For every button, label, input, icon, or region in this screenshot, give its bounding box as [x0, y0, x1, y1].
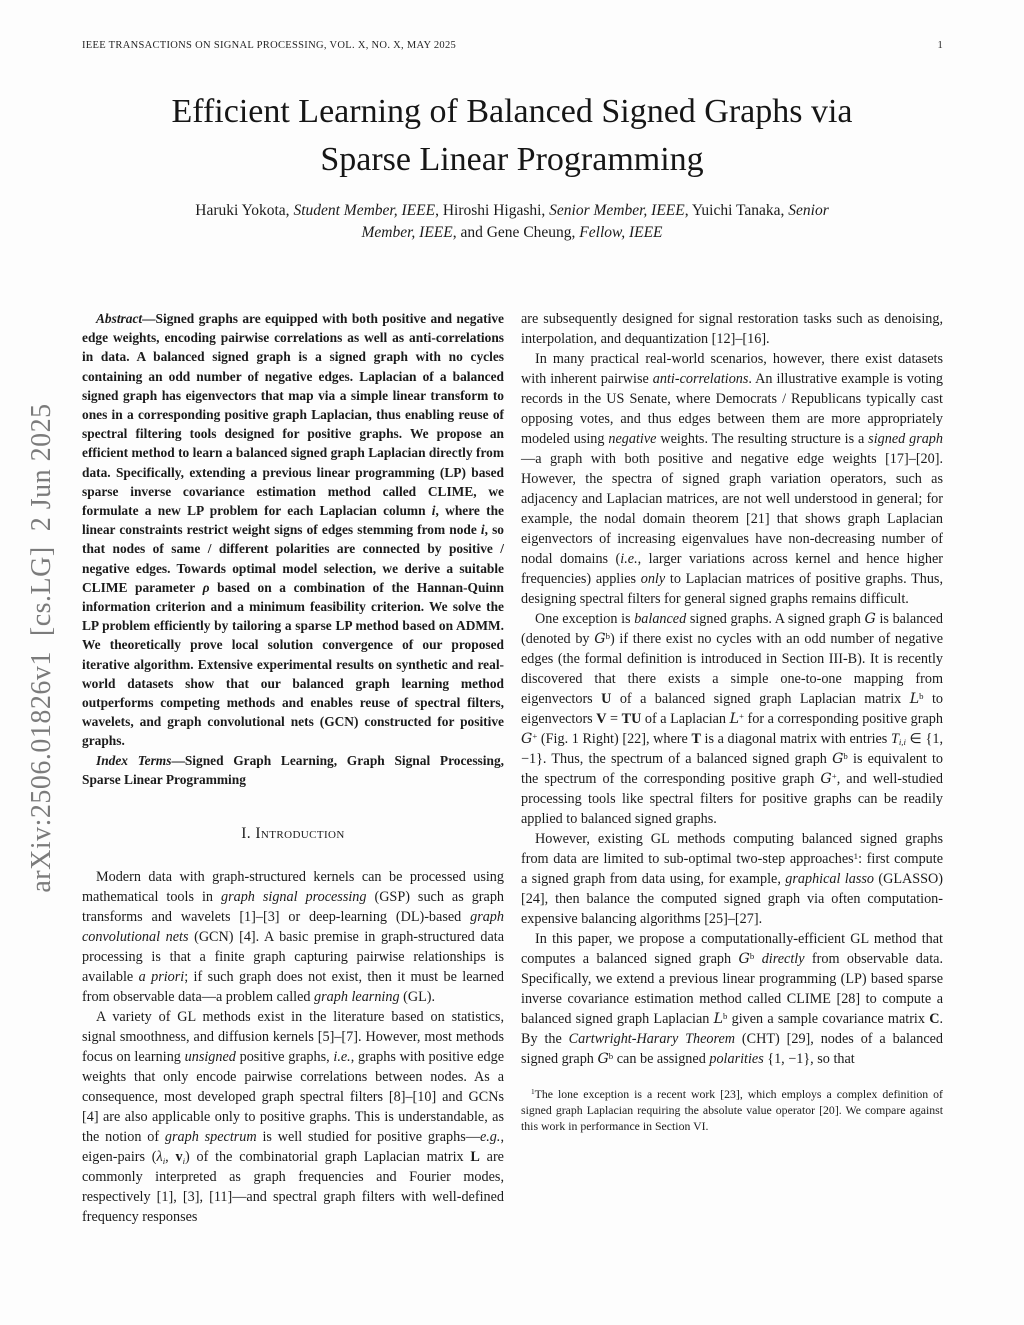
abstract: Abstract—Signed graphs are equipped with both positive and negative edge weights, encoding pairwise correlations as well as anti-correlations in data. A balanced signed graph is a signed graph with no cycles containing an odd number of negative edges. Laplacian of a balanced signed graph has eigenvectors that map via a simple linear transform to ones in a corresponding positive graph Laplacian, thus enabling reuse of spectral filtering tools designed for positive graphs. We propose an efficient method to learn a balanced signed graph Laplacian directly from data. Specifically, extending a previous linear programming (LP) based sparse inverse covariance estimation method called CLIME, we formulate a new LP problem for each Laplacian column i, where the linear constraints restrict weight signs of edges stemming from node i, so that nodes of same / different polarities are connected by positive / negative edges. Towards optimal model selection, we derive a suitable CLIME parameter ρ based on a combination of the Hannan-Quinn information criterion and a minimum feasibility criterion. We solve the LP problem efficiently by tailoring a sparse LP method based on ADMM. We theoretically prove local solution convergence of our proposed iterative algorithm. Extensive experimental results on synthetic and real-world datasets show that our balanced graph learning method outperforms competing methods and enables reuse of spectral filters, wavelets, and graph convolutional nets (GCN) constructed for positive graphs. — [82, 311, 505, 749]
introduction-section — [82, 824, 504, 1227]
intro-paragraph-1: Modern data with graph-structured kernels can be processed using mathematical tools in graph signal processing (GSP) such as graph transforms and wavelets [1]–[3] or deep-learning (DL)-based graph convolutional nets (GCN) [4]. A basic premise in graph-structured data processing is that a finite graph capturing pairwise relationships is available a priori; if such graph does not exist, then it must be learned from observable data—a problem called graph learning (GL). — [82, 869, 505, 1006]
arxiv-watermark: arXiv:2506.01826v1 [cs.LG] 2 Jun 2025 — [26, 403, 57, 893]
author-line-1: Haruki Yokota, Student Member, IEEE, Hiroshi Higashi, Senior Member, IEEE, Yuichi Tanaka, Senior — [195, 202, 829, 219]
paper-title-line-1: Efficient Learning of Balanced Signed Graphs via — [171, 93, 853, 130]
left-column — [82, 309, 504, 1227]
intro-paragraph-4: One exception is balanced signed graphs. A signed graph G is balanced (denoted by $G^b$) if there exist no cycles with an odd number of negative edges (the formal definition is introduced in Section III-B). It is recently discovered that there exists a simple one-to-one mapping from eigenvectors U of a balanced signed graph Laplacian matrix $L^b$ to eigenvectors V = TU of a Laplacian L+ for a corresponding positive graph G+ (Fig. 1 Right) [22], where T is a diagonal matrix with entries $T_{i,i}$ ∈ {1, −1}. Thus, the spectrum of a balanced signed graph $G^b$ is equivalent to the spectrum of the corresponding positive graph G+, and well-studied processing tools like spectral filters for positive graphs can be readily applied to balanced signed graphs. — [521, 611, 944, 827]
paper-title — [0, 88, 1024, 184]
introduction-continued — [521, 309, 943, 1069]
intro-paragraph-2-continued: are subsequently designed for signal restoration tasks such as denoising, interpolation, and dequantization [12]–[16]. — [521, 311, 943, 347]
footnote-1 — [521, 1086, 943, 1135]
author-line-2: Member, IEEE, and Gene Cheung, Fellow, IEEE — [361, 223, 663, 241]
journal-line: IEEE TRANSACTIONS ON SIGNAL PROCESSING, VOL. X, NO. X, MAY 2025 — [82, 40, 457, 51]
author-list — [0, 200, 1024, 243]
index-terms: Index Terms—Signed Graph Learning, Graph Signal Processing, Sparse Linear Programming — [82, 752, 504, 787]
intro-paragraph-3: In many practical real-world scenarios, however, there exist datasets with inherent pairwise anti-correlations. An illustrative example is voting records in the US Senate, where Democrats / Republicans typically cast opposing votes, and thus edges between them are more appropriately modeled using negative weights. The resulting structure is a signed graph—a graph with both positive and negative edge weights [17]–[20]. However, the spectra of signed graph variation operators, such as adjacency and Laplacian matrices, are not well understood in general; for example, the nodal domain theorem [21] that shows graph Laplacian eigenvectors of increasing eigenvalues have non-decreasing number of nodal domains (i.e., larger variations across kernel and hence higher frequencies) applies only to Laplacian matrices of positive graphs. Thus, designing spectral filters for general signed graphs remains difficult. — [521, 351, 943, 607]
two-column-body — [82, 309, 943, 1227]
running-header — [82, 40, 943, 51]
page-number: 1 — [937, 40, 943, 51]
intro-paragraph-2: A variety of GL methods exist in the literature based on statistics, signal smoothness, and diffusion kernels [5]–[7]. However, most methods focus on learning unsigned positive graphs, i.e., graphs with positive edge weights that only encode pairwise correlations between nodes. As a consequence, most developed graph spectral filters [8]–[10] and GCNs [4] are also applicable only to positive graphs. This is understandable, as the notion of graph spectrum is well studied for positive graphs—e.g., eigen-pairs ($\lambda_i$, $v_i$) of the combinatorial graph Laplacian matrix L are commonly interpreted as graph frequencies and Fourier modes, respectively [1], [3], [11]—and spectral graph filters with well-defined frequency responses — [82, 1009, 504, 1226]
footnote-1-text: $^1$The lone exception is a recent work [23], which employs a complex definition of signed graph Laplacian requiring the absolute value operator [20]. We compare against this work in performance in Section VI. — [521, 1087, 943, 1134]
paper-title-line-2: Sparse Linear Programming — [320, 141, 704, 178]
right-column — [521, 309, 943, 1227]
intro-paragraph-5: However, existing GL methods computing balanced signed graphs from data are limited to sub-optimal two-step approaches$^1$: first compute a signed graph from data using, for example, graphical lasso (GLASSO) [24], then balance the computed signed graph via often computation-expensive balancing algorithms [25]–[27]. — [521, 831, 944, 927]
intro-paragraph-6: In this paper, we propose a computationally-efficient GL method that computes a balanced signed graph $G^b$ directly from observable data. Specifically, we extend a previous linear programming (LP) based sparse inverse covariance estimation method called CLIME [28] to compute a balanced signed graph Laplacian $L^b$ given a sample covariance matrix C. By the Cartwright-Harary Theorem (CHT) [29], nodes of a balanced signed graph $G^b$ can be assigned polarities {1, −1}, so that — [521, 931, 944, 1067]
section-heading-introduction: I. Introduction — [241, 825, 345, 843]
